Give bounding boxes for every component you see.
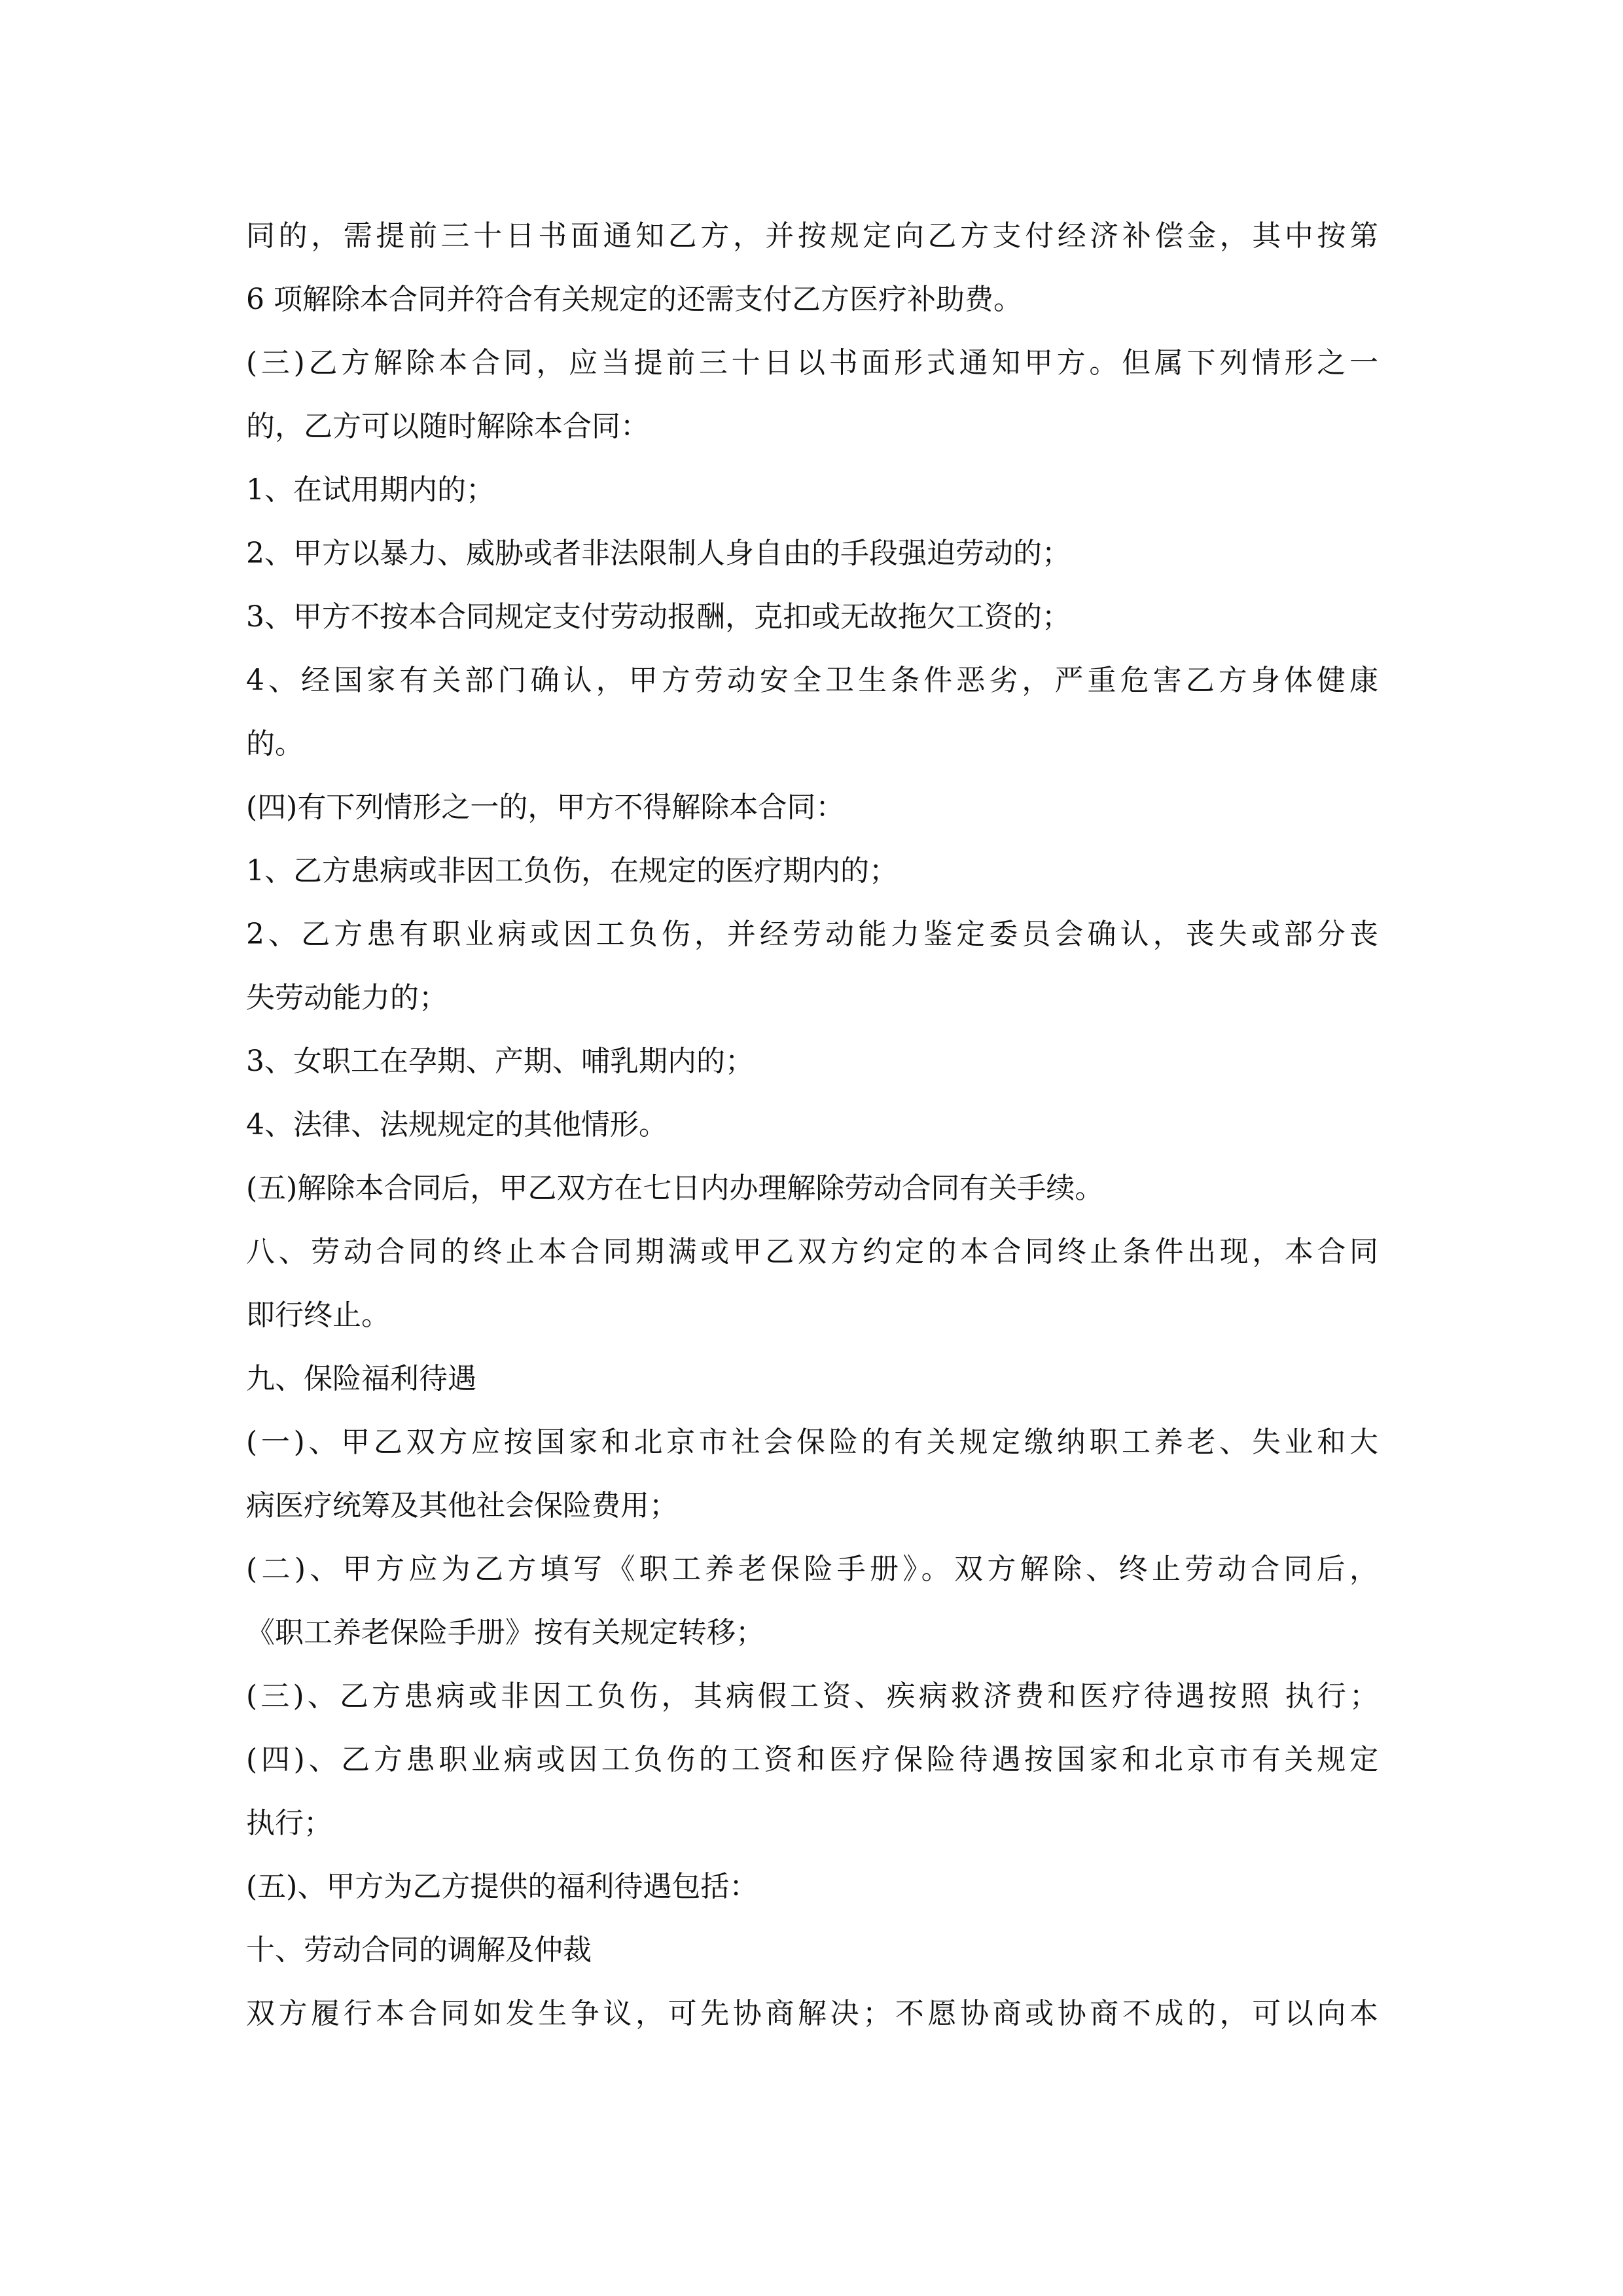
text-line: (四)有下列情形之一的，甲方不得解除本合同：	[246, 791, 845, 824]
text-line: (四)、乙方患职业病或因工负伤的工资和医疗保险待遇按国家和北京市有关规定	[246, 1743, 1378, 1776]
section-heading: 十、劳动合同的调解及仲裁	[246, 1933, 592, 1967]
text-line: (五)解除本合同后，甲乙双方在七日内办理解除劳动合同有关手续。	[246, 1172, 1104, 1205]
text-line: 失劳动能力的；	[246, 981, 448, 1014]
text-line: (三)、乙方患病或非因工负伤，其病假工资、疾病救济费和医疗待遇按照 执行；	[246, 1679, 1378, 1713]
section-heading: 九、保险福利待遇	[246, 1362, 476, 1395]
text-line: 同的，需提前三十日书面通知乙方，并按规定向乙方支付经济补偿金，其中按第	[246, 219, 1378, 253]
text-line: 《职工养老保险手册》按有关规定转移；	[246, 1616, 764, 1649]
text-line: (三)乙方解除本合同，应当提前三十日以书面形式通知甲方。但属下列情形之一	[246, 346, 1378, 380]
text-line: 双方履行本合同如发生争议，可先协商解决；不愿协商或协商不成的，可以向本	[246, 1997, 1378, 2030]
text-line: 八、劳动合同的终止本合同期满或甲乙双方约定的本合同终止条件出现，本合同	[246, 1235, 1378, 1268]
text-line: 的，乙方可以随时解除本合同：	[246, 410, 649, 443]
text-line: (五)、甲方为乙方提供的福利待遇包括：	[246, 1870, 758, 1903]
text-line: 3、甲方不按本合同规定支付劳动报酬，克扣或无故拖欠工资的；	[246, 600, 1071, 634]
text-line: 3、女职工在孕期、产期、哺乳期内的；	[246, 1045, 754, 1078]
text-line: (二)、甲方应为乙方填写《职工养老保险手册》。双方解除、终止劳动合同后，	[246, 1552, 1378, 1586]
text-line: 即行终止。	[246, 1299, 390, 1332]
text-line: (一)、甲乙双方应按国家和北京市社会保险的有关规定缴纳职工养老、失业和大	[246, 1426, 1378, 1459]
text-line: 1、乙方患病或非因工负伤，在规定的医疗期内的；	[246, 854, 898, 888]
text-line: 执行；	[246, 1806, 332, 1840]
text-line: 的。	[246, 727, 304, 761]
text-line: 2、甲方以暴力、威胁或者非法限制人身自由的手段强迫劳动的；	[246, 537, 1071, 570]
text-line: 4、经国家有关部门确认，甲方劳动安全卫生条件恶劣，严重危害乙方身体健康	[246, 664, 1378, 697]
text-line: 1、在试用期内的；	[246, 473, 495, 507]
document-page	[246, 204, 1378, 2045]
text-line: 6 项解除本合同并符合有关规定的还需支付乙方医疗补助费。	[246, 283, 1022, 316]
text-line: 病医疗统筹及其他社会保险费用；	[246, 1489, 678, 1522]
text-line: 2、乙方患有职业病或因工负伤，并经劳动能力鉴定委员会确认，丧失或部分丧	[246, 918, 1378, 951]
text-line: 4、法律、法规规定的其他情形。	[246, 1108, 668, 1141]
